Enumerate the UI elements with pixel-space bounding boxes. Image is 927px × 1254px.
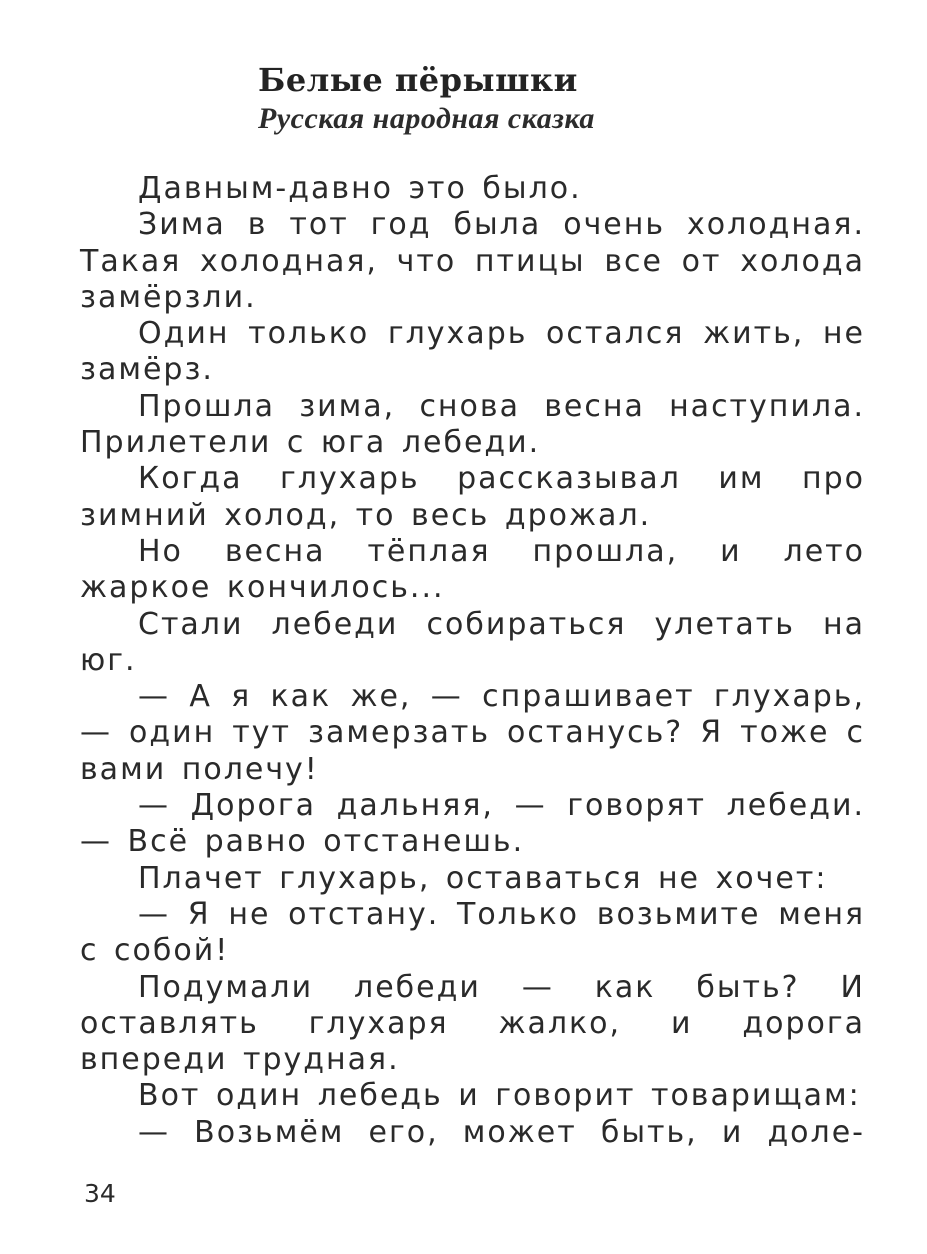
paragraph: Плачет глухарь, оставаться не хочет: bbox=[138, 860, 828, 896]
paragraph: Стали лебеди собираться улетать на юг. bbox=[80, 606, 865, 678]
paragraph: — Возьмём его, может быть, и доле- bbox=[138, 1114, 865, 1150]
paragraph: Давным-давно это было. bbox=[138, 171, 582, 206]
paragraph: Но весна тёплая прошла, и лето жаркое кончилось... bbox=[80, 533, 865, 606]
story-subtitle: Русская народная сказка bbox=[258, 102, 595, 135]
paragraph: — Дорога дальняя, — говорят лебеди. — Всё равно отстанешь. bbox=[80, 788, 865, 860]
paragraph: Зима в тот год была очень холодная. Такая холодная, что птицы все от холода замёрзли. bbox=[80, 207, 865, 315]
paragraph: Подумали лебеди — как быть? И оставлять глухаря жалко, и дорога впереди трудная. bbox=[80, 969, 865, 1078]
paragraph: Прошла зима, снова весна наступила. Прилетели с юга лебеди. bbox=[80, 388, 865, 461]
story-title: Белые пёрышки bbox=[258, 61, 578, 99]
paragraph: — Я не отстану. Только возьмите меня с собой! bbox=[80, 896, 865, 969]
paragraph: — А я как же, — спрашивает глухарь, — один тут замерзать останусь? Я тоже с вами полечу! bbox=[80, 679, 865, 787]
paragraph: Один только глухарь остался жить, не замёрз. bbox=[80, 316, 865, 388]
story-text bbox=[80, 171, 865, 1151]
paragraph: Вот один лебедь и говорит товарищам: bbox=[138, 1078, 861, 1114]
page-number: 34 bbox=[84, 1179, 116, 1208]
paragraph: Когда глухарь рассказывал им про зимний холод, то весь дрожал. bbox=[80, 461, 865, 533]
